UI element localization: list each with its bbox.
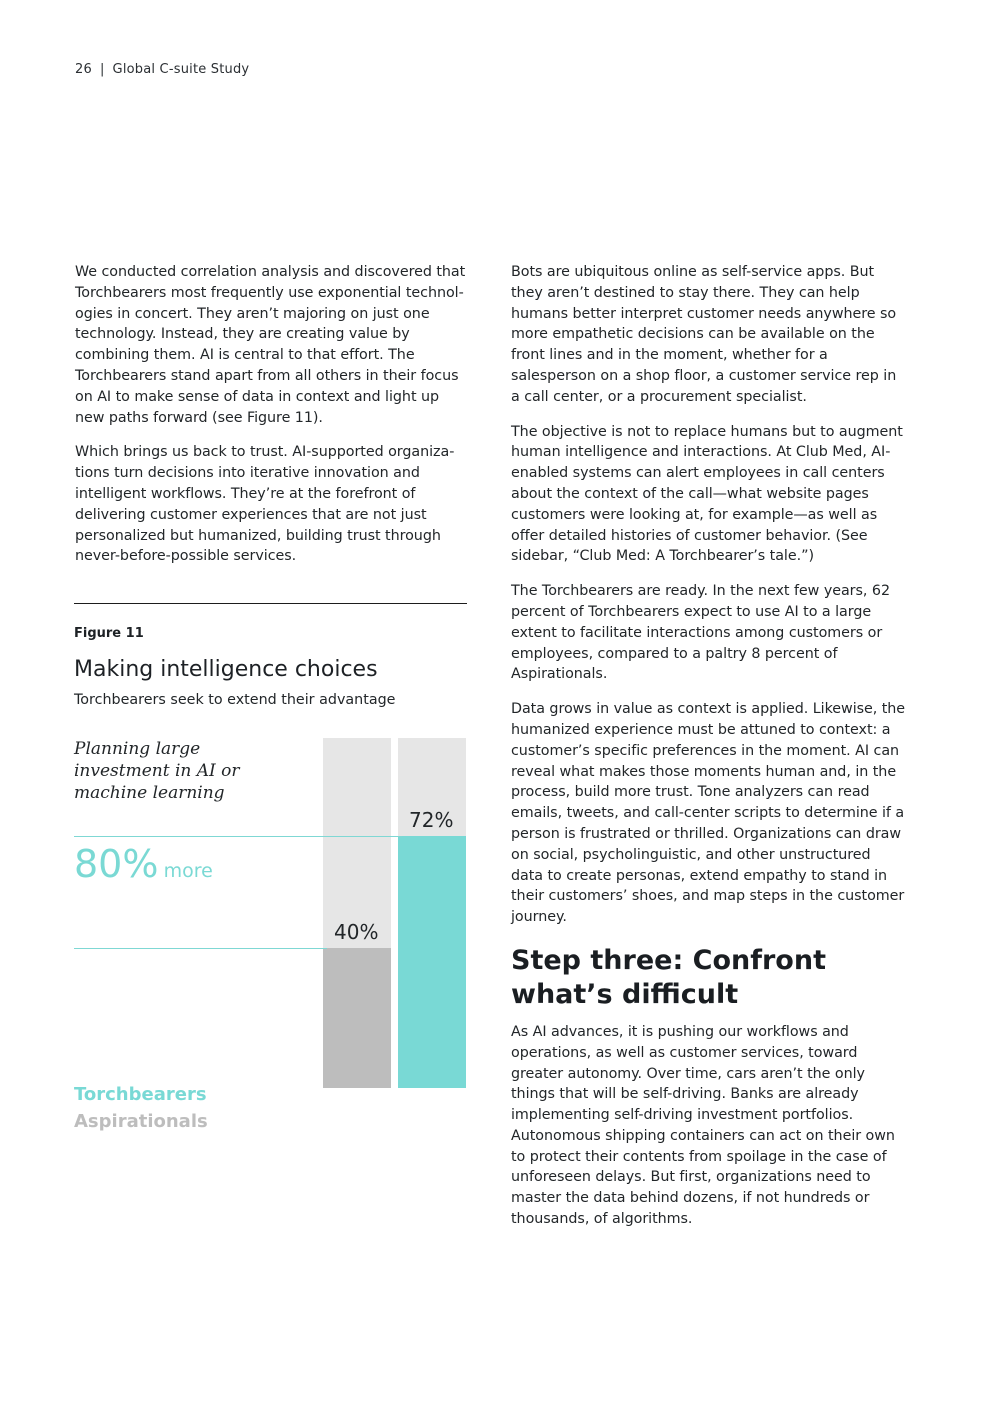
running-header — [75, 62, 249, 77]
aspirationals-value-label: 40% — [334, 920, 379, 944]
left-paragraph-2: Which brings us back to trust. AI-supported organiza-tions turn decisions into iterative innovation and intelligent workflows. They’re at the forefront of delivering customer experiences that are not just personalized but humanized, building trust through never-before-possible services. — [75, 444, 455, 565]
right-paragraph-2: The objective is not to replace humans but to augment human intelligence and interactions. At Club Med, AI-enabled systems can alert employees in call centers about the context of the call—what website pages customers were looking at, for example—as well as offer detailed histories of customer behavior. (See sidebar, “Club Med: A Torchbearer’s tale.”) — [511, 423, 903, 565]
right-paragraph-5: As AI advances, it is pushing our workflows and operations, as well as customer services, toward greater autonomy. Over time, cars aren’t the only things that will be self-driving. Banks are already implementing self-driving investment portfolios. Autonomous shipping containers can act on their own to protect their contents from spoilage in the case of unforeseen delays. But first, organizations need to master the data behind dozens, if not hundreds or thousands, of algorithms. — [511, 1023, 895, 1228]
legend-aspirationals: Aspirationals — [74, 1111, 208, 1132]
torchbearers-value-label: 72% — [409, 808, 454, 832]
difference-value: 80% — [74, 842, 159, 886]
figure-title: Making intelligence choices — [74, 657, 378, 682]
aspirationals-bar — [323, 948, 391, 1088]
header-separator: | — [99, 62, 105, 77]
figure-label: Figure 11 — [74, 626, 144, 641]
right-paragraph-4: Data grows in value as context is applied. Likewise, the humanized experience must be attuned to context: a customer’s specific preferences in the moment. AI can reveal what makes those moments human and, in the process, build more trust. Tone analyzers can read emails, tweets, and call-center scripts to determine if a person is frustrated or thrilled. Organizations can draw on social, psycholinguistic, and other unstructured data to create personas, extend empathy to stand in their customers’ shoes, and map steps in the customer journey. — [511, 701, 906, 926]
page-number: 26 — [75, 62, 92, 77]
figure-header — [74, 603, 467, 708]
publication-title: Global C-suite Study — [112, 62, 250, 77]
aspirationals-guide-line — [74, 948, 327, 949]
left-paragraph-1: We conducted correlation analysis and discovered that Torchbearers most frequently use exponential technol-ogies in concert. They aren’t majoring on just one technology. Instead, they are creating value by combining them. AI is central to that effort. The Torchbearers stand apart from all others in their focus on AI to make sense of data in context and light up new paths forward (see Figure 11). — [75, 264, 466, 426]
difference-callout — [74, 842, 213, 886]
torchbearers-bar — [398, 836, 466, 1088]
chart-category-label: Planning large investment in AI or machine learning — [74, 739, 240, 803]
difference-suffix: more — [163, 860, 213, 882]
right-paragraph-1: Bots are ubiquitous online as self-service apps. But they aren’t destined to stay there. They can help humans better interpret customer needs anywhere so more empathetic decisions can be available on the front lines and in the moment, whether for a salesperson on a shop floor, a customer service rep in a call center, or a procurement specialist. — [511, 264, 897, 405]
right-column — [511, 262, 906, 1244]
right-paragraph-3: The Torchbearers are ready. In the next few years, 62 percent of Torchbearers expect to use AI to a large extent to facilitate interactions among customers or employees, compared to a paltry 8 percent of Aspirationals. — [511, 583, 890, 683]
legend-torchbearers: Torchbearers — [74, 1084, 207, 1105]
figure-subtitle: Torchbearers seek to extend their advantage — [74, 692, 396, 708]
left-column — [75, 262, 467, 581]
section-heading: Step three: Confront what’s difficult — [511, 944, 826, 1010]
figure-rule — [74, 603, 467, 604]
torchbearers-guide-line — [74, 836, 402, 837]
bar-chart — [74, 738, 467, 1138]
